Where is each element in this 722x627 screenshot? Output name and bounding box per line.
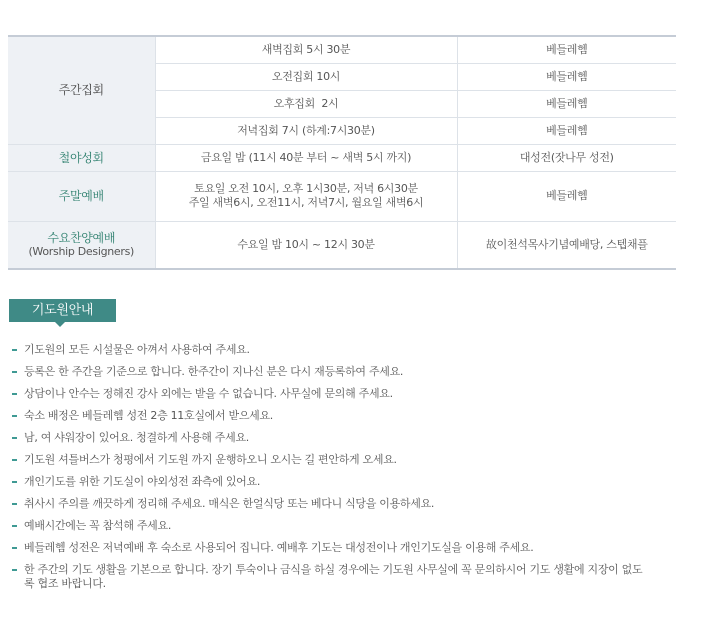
time-cell (155, 171, 457, 221)
list-item: 취사시 주의를 깨끗하게 정리해 주세요. 매식은 한얼식당 또는 베다니 식당을 이용하세요. (12, 497, 652, 511)
category-weekly: 주간집회 (8, 36, 155, 144)
time-cell: 오전집회 10시 (155, 63, 457, 90)
place-cell: 故이천석목사기념예배당, 스텝채플 (457, 221, 676, 269)
category-weekend: 주말예배 (8, 171, 155, 221)
time-cell: 금요일 밤 (11시 40분 부터 ~ 새벽 5시 까지) (155, 144, 457, 171)
list-item: 예배시간에는 꼭 참석해 주세요. (12, 519, 652, 533)
time-line: 주일 새벽6시, 오전11시, 저녁7시, 월요일 새벽6시 (188, 196, 424, 209)
table-row (8, 36, 676, 63)
time-cell: 저녁집회 7시 (하계:7시30분) (155, 117, 457, 144)
time-cell: 오후집회 2시 (155, 90, 457, 117)
bullet-icon (12, 437, 17, 439)
bullet-icon (12, 503, 17, 505)
list-item: 기도원 셔틀버스가 청평에서 기도원 까지 운행하오니 오시는 길 편안하게 오세요. (12, 453, 652, 467)
bullet-icon (12, 547, 17, 549)
bullet-icon (12, 525, 17, 527)
notice-list (12, 343, 652, 599)
place-cell: 베들레헴 (457, 171, 676, 221)
place-cell: 대성전(잣나무 성전) (457, 144, 676, 171)
list-item: 베들레헴 성전은 저녁예배 후 숙소로 사용되어 집니다. 예배후 기도는 대성전이나 개인기도실을 이용해 주세요. (12, 541, 652, 555)
list-item: 한 주간의 기도 생활을 기본으로 합니다. 장기 투숙이나 금식을 하실 경우에는 기도원 사무실에 꼭 문의하시어 기도 생활에 지장이 없도록 협조 바랍니다. (12, 563, 652, 591)
bullet-icon (12, 349, 17, 351)
list-item: 숙소 배정은 베들레헴 성전 2층 11호실에서 받으세요. (12, 409, 652, 423)
list-item: 개인기도를 위한 기도실이 야외성전 좌측에 있어요. (12, 475, 652, 489)
category-wednesday (8, 221, 155, 269)
table-row (8, 221, 676, 269)
list-item: 기도원의 모든 시설물은 아껴서 사용하여 주세요. (12, 343, 652, 357)
bullet-icon (12, 569, 17, 571)
bullet-icon (12, 393, 17, 395)
bullet-icon (12, 459, 17, 461)
list-item: 등록은 한 주간을 기준으로 합니다. 한주간이 지나신 분은 다시 재등록하여 주세요. (12, 365, 652, 379)
place-cell: 베들레헴 (457, 90, 676, 117)
bullet-icon (12, 415, 17, 417)
worship-schedule-table (8, 35, 676, 270)
list-item: 남, 여 샤워장이 있어요. 청결하게 사용해 주세요. (12, 431, 652, 445)
table-row (8, 144, 676, 171)
section-title-badge: 기도원안내 (9, 299, 116, 322)
category-sublabel: (Worship Designers) (28, 244, 135, 258)
category-overnight: 철야성회 (8, 144, 155, 171)
place-cell: 베들레헴 (457, 36, 676, 63)
time-cell: 수요일 밤 10시 ~ 12시 30분 (155, 221, 457, 269)
list-item: 상담이나 안수는 정해진 강사 외에는 받을 수 없습니다. 사무실에 문의해 주세요. (12, 387, 652, 401)
bullet-icon (12, 481, 17, 483)
table-row (8, 171, 676, 221)
time-line: 토요일 오전 10시, 오후 1시30분, 저녁 6시30분 (194, 182, 418, 195)
place-cell: 베들레헴 (457, 117, 676, 144)
bullet-icon (12, 371, 17, 373)
time-cell: 새벽집회 5시 30분 (155, 36, 457, 63)
category-label: 수요찬양예배 (47, 230, 116, 245)
place-cell: 베들레헴 (457, 63, 676, 90)
